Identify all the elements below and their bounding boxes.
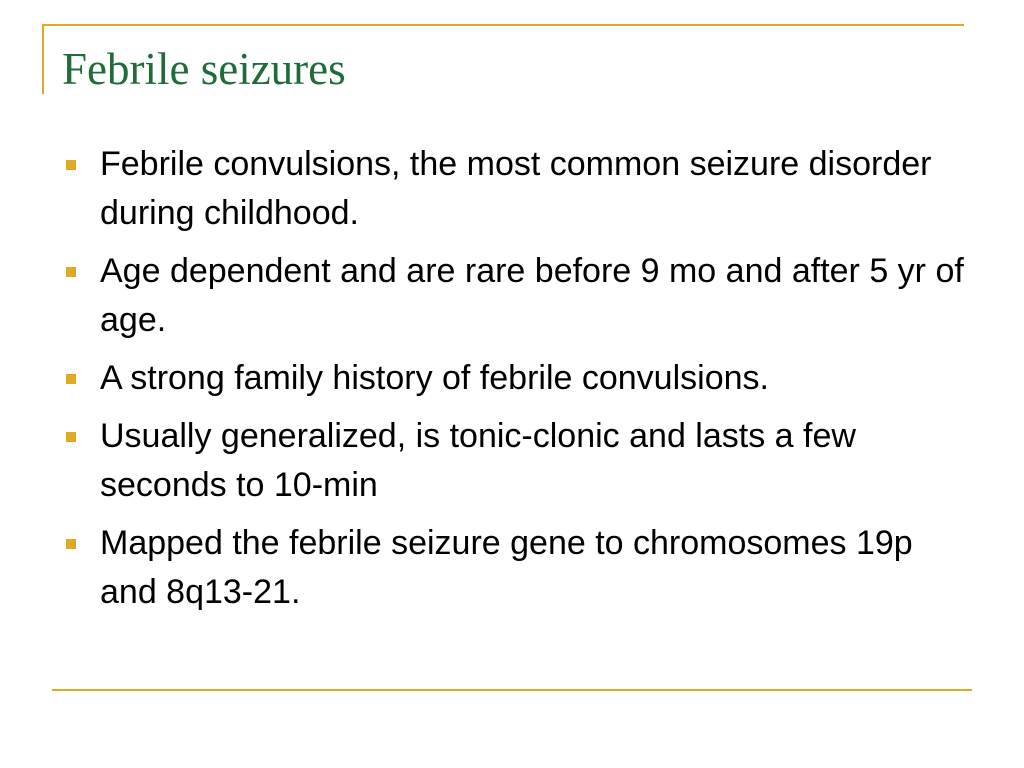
bullet-item xyxy=(66,140,966,238)
bullet-list xyxy=(66,140,966,626)
bullet-text: Febrile convulsions, the most common seizure disorder during childhood. xyxy=(100,145,932,232)
bullet-text: A strong family history of febrile convulsions. xyxy=(100,359,769,397)
top-frame-line xyxy=(42,24,964,26)
bullet-item xyxy=(66,412,966,510)
square-bullet-icon xyxy=(66,432,76,442)
bullet-item xyxy=(66,354,966,403)
bottom-divider-line xyxy=(52,689,972,691)
slide-title: Febrile seizures xyxy=(62,44,346,94)
square-bullet-icon xyxy=(66,539,76,549)
bullet-text: Age dependent and are rare before 9 mo and after 5 yr of age. xyxy=(100,252,964,339)
left-frame-line xyxy=(42,24,44,94)
bullet-text: Mapped the febrile seizure gene to chromosomes 19p and 8q13-21. xyxy=(100,524,913,611)
bullet-item xyxy=(66,247,966,345)
square-bullet-icon xyxy=(66,267,76,277)
square-bullet-icon xyxy=(66,374,76,384)
bullet-text: Usually generalized, is tonic-clonic and lasts a few seconds to 10-min xyxy=(100,417,856,504)
bullet-item xyxy=(66,519,966,617)
square-bullet-icon xyxy=(66,160,76,170)
